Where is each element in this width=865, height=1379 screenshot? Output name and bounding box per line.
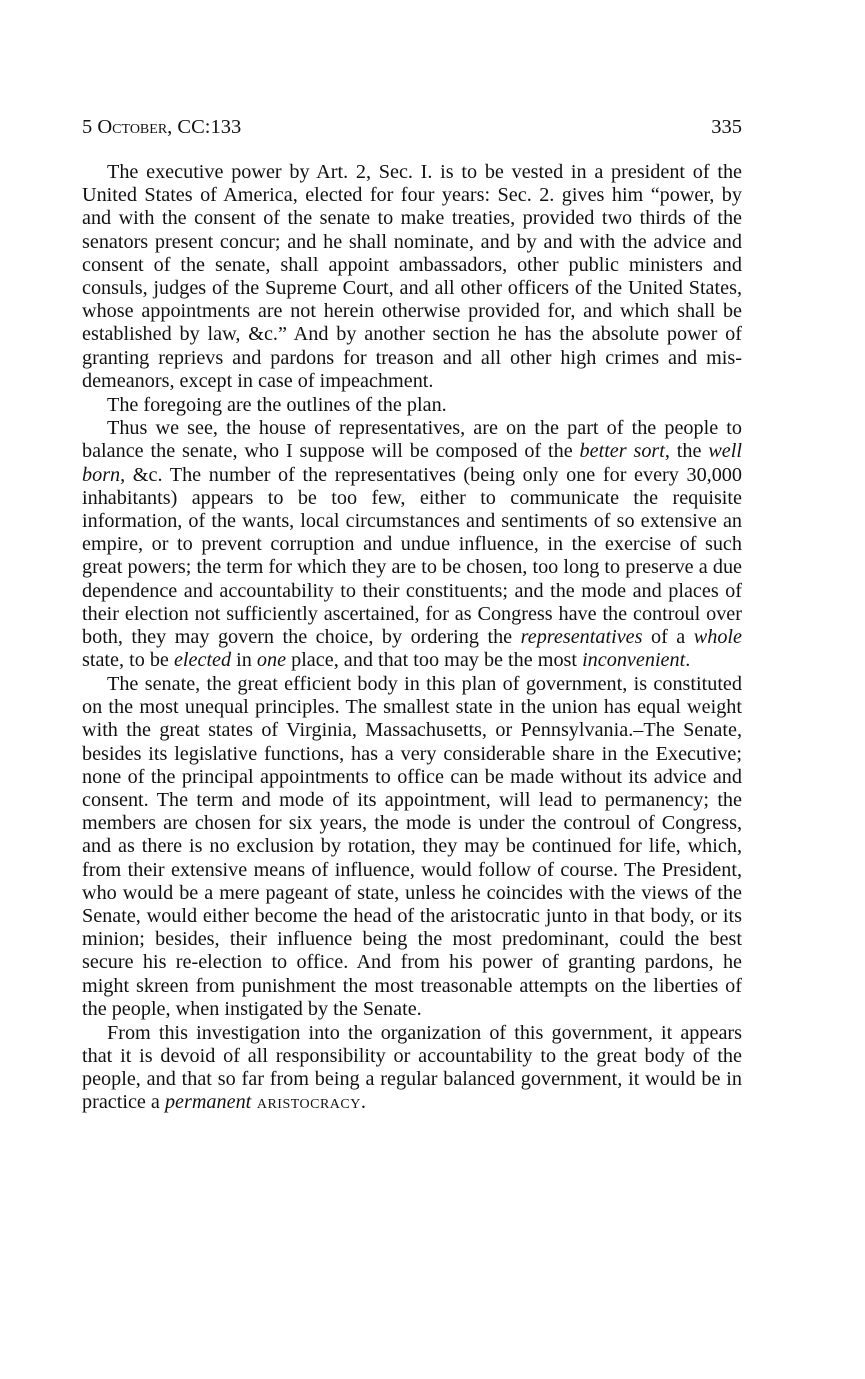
body-text <box>82 161 742 1114</box>
italic-run: representatives <box>520 626 643 649</box>
document-page <box>82 113 742 1114</box>
italic-run: better sort <box>579 440 665 463</box>
text-run: From this investigation into the organization of this government, it appears that it is devoid of all responsibility or accountability to the great body of the people, and that so far from being a regular balanced government, it would be in practice a <box>82 1021 742 1114</box>
italic-run: permanent <box>164 1091 252 1114</box>
text-run: state, to be <box>82 649 174 672</box>
page-number: 335 <box>711 116 742 138</box>
paragraph <box>82 394 742 417</box>
text-run: The executive power by Art. 2, Sec. I. is to be vested in a president of the United States of America, elected for four years: Sec. 2. gives him “power, by and with the consent of the senate to make treaties, provided two thirds of the senators present concur; and he shall nominate, and by and with the advice and consent of the senate, shall appoint ambassadors, other public ministers and consuls, judges of the Supreme Court, and all other officers of the United States, whose appointments are not herein otherwise provided for, and which shall be established by law, &c.” And by another section he has the absolute power of granting reprievs and pardons for treason and all other high crimes and misdemeanors, except in case of impeachment. <box>82 161 742 392</box>
italic-run: one <box>256 649 287 672</box>
text-run: , &c. The number of the representatives (being only one for every 30,000 inhabitants) appears to be too few, either to communicate the requisite information, of the wants, local circumstances and sentiments of so extensive an empire, or to prevent corruption and undue influence, in the exercise of such great powers; the term for which they are to be chosen, too long to preserve a due dependence and accountability to their constituents; and the mode and places of their election not sufficiently ascertained, for as Congress have the controul over both, they may govern the choice, by ordering the <box>82 463 742 649</box>
text-run: , the <box>664 440 709 463</box>
running-head <box>82 113 742 141</box>
italic-run: whole <box>693 626 742 649</box>
paragraph <box>82 673 742 1021</box>
text-run: in <box>231 649 257 672</box>
text-run: The foregoing are the outlines of the plan. <box>107 393 447 416</box>
paragraph <box>82 1022 742 1115</box>
smallcaps-run: aristocracy <box>251 1091 361 1114</box>
text-run: . <box>360 1091 366 1114</box>
italic-run: well born <box>82 440 742 486</box>
paragraph <box>82 417 742 672</box>
text-run: of a <box>642 626 694 649</box>
text-run: place, and that too may be the most <box>286 649 583 672</box>
italic-run: inconvenient <box>582 649 686 672</box>
italic-run: elected <box>173 649 232 672</box>
paragraph <box>82 161 742 393</box>
text-run: . <box>685 649 691 672</box>
text-run: Thus we see, the house of representatives, are on the part of the people to balance the senate, who I suppose will be composed of the <box>82 417 742 463</box>
text-run: The senate, the great efficient body in this plan of government, is constituted on the most unequal principles. The smallest state in the union has equal weight with the great states of Virginia, Massachusetts, or Pennsylvania.–The Senate, besides its legislative functions, has a very considerable share in the Executive; none of the principal appointments to office can be made without its advice and consent. The term and mode of its appointment, will lead to permanency; the members are chosen for six years, the mode is under the controul of Congress, and as there is no exclusion by rotation, they may be continued for life, which, from their extensive means of influence, would follow of course. The President, who would be a mere pageant of state, unless he coincides with the views of the Senate, would either become the head of the aristocratic junto in that body, or its minion; besides, their influence being the most predominant, could the best secure his re-election to office. And from his power of granting pardons, he might skreen from punishment the most treasonable attempts on the liberties of the people, when instigated by the Senate. <box>82 672 742 1020</box>
running-head-title: 5 October, CC:133 <box>82 116 242 138</box>
